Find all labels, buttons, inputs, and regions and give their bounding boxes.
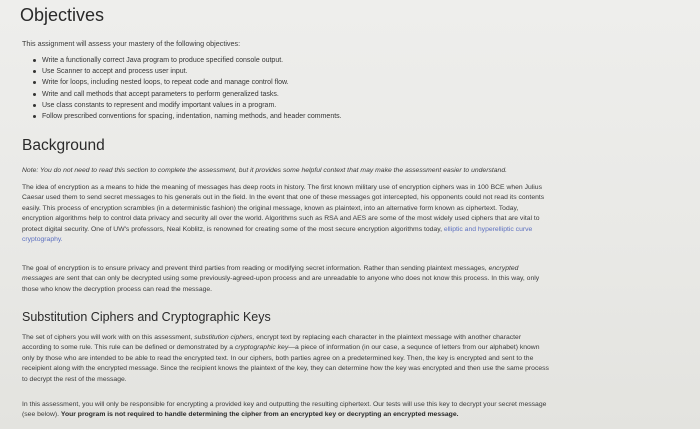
elliptic-curve-link[interactable]: elliptic and hyperelliptic curve: [443, 225, 533, 233]
paragraph-line: only by those who are intended to be able to read the encrypted text. In our ciphers, both parties agree on a predetermined key. Then, the key is encrypted and sent to the: [22, 354, 534, 362]
paragraph-line: [22, 274, 672, 284]
paragraph-text: are sent that can only be decrypted using some previously-agreed-upon process and are unreadable to anyone who does not know this process. In this way, only: [54, 275, 540, 283]
paragraph-text: protect digital security. One of UW's professors, Neal Koblitz, is renowned for creating some of the most secure encryption algorithms today,: [22, 225, 442, 233]
objectives-heading: Objectives: [20, 5, 105, 25]
substitution-paragraph-2: [22, 400, 672, 421]
paragraph-text: according to some rule. This rule can be defined or demonstrated by a: [22, 344, 234, 352]
bold-requirement-text: Your program is not required to handle determining the cipher from an encrypted key or decrypting an encrypted message.: [60, 411, 459, 419]
paragraph-line: [22, 343, 672, 353]
paragraph-text: encrypt text by replacing each character in the plaintext message with another character: [256, 334, 522, 341]
paragraph-line: [22, 333, 672, 343]
paragraph-line: [22, 225, 672, 235]
objectives-intro: This assignment will assess your mastery of the following objectives:: [22, 39, 241, 48]
list-item: Use Scanner to accept and process user input.: [32, 66, 342, 77]
list-item: Write a functionally correct Java program to produce specified console output.: [32, 55, 342, 66]
emphasis-text: cryptographic key: [234, 344, 289, 352]
paragraph-line: Caesar used them to send secret messages to his generals out in the field. In the event that one of these messages got intercepted, his opponents could not read its contents: [22, 194, 545, 202]
paragraph-line: to decrypt the rest of the message.: [22, 375, 127, 383]
paragraph-text: The set of ciphers you will work with on this assessment,: [22, 334, 193, 341]
substitution-paragraph-1: [22, 333, 672, 385]
paragraph-line: encryption algorithms help to control data privacy and security all over the world. Algorithms such as RSA and AES are some of the most widely used ciphers that are vital to: [22, 215, 540, 223]
list-item: Use class constants to represent and modify important values in a program.: [32, 100, 342, 111]
background-heading: Background: [22, 137, 105, 154]
cryptography-link[interactable]: cryptography.: [22, 236, 63, 244]
substitution-heading: Substitution Ciphers and Cryptographic Keys: [22, 310, 271, 324]
emphasis-text: substitution ciphers,: [194, 334, 255, 341]
list-item: Write for loops, including nested loops, to repeat code and manage control flow.: [32, 77, 342, 88]
paragraph-text: (see below).: [22, 411, 60, 419]
list-item: Follow prescribed conventions for spacing, indentation, naming methods, and header comments.: [32, 111, 342, 122]
background-note: Note: You do not need to read this section to complete the assessment, but it provides some helpful context that may make the assessment easier to understand.: [22, 167, 507, 174]
paragraph-line: receipient along with the encrypted message. Since the recipient knows the plaintext of the key, they can determine how the key was encrypted and then use the same process: [22, 365, 549, 373]
paragraph-text: The goal of encryption is to ensure privacy and prevent third parties from reading or modifying secret information. Rather than sending plaintext messages,: [22, 265, 487, 272]
paragraph-line: In this assessment, you will only be responsible for encrypting a provided key and outputting the resulting ciphertext. Our tests will use this key to decrypt your secret message: [22, 401, 547, 408]
emphasis-text: messages: [22, 275, 53, 283]
paragraph-line: [22, 264, 672, 274]
list-item: Write and call methods that accept parameters to perform generalized tasks.: [32, 89, 342, 100]
emphasis-text: encrypted: [488, 265, 519, 272]
paragraph-line: easily. This process of encryption scrambles (in a deterministic fashion) the original message, known as plaintext, into an alternative form known as ciphertext. Today,: [22, 204, 519, 212]
paragraph-line: The idea of encryption as a means to hide the meaning of messages has deep roots in history. The first known military use of encryption ciphers was in 100 BCE when Julius: [22, 184, 542, 191]
paragraph-line: those who know the decryption process can read the message.: [22, 285, 213, 293]
background-paragraph-2: [22, 264, 672, 295]
paragraph-line: [22, 410, 672, 420]
background-paragraph-1: [22, 183, 672, 245]
objectives-list: [32, 55, 342, 122]
paragraph-text: —a piece of information (in our case, a sequnce of letters from our alphabet) known: [288, 344, 540, 352]
